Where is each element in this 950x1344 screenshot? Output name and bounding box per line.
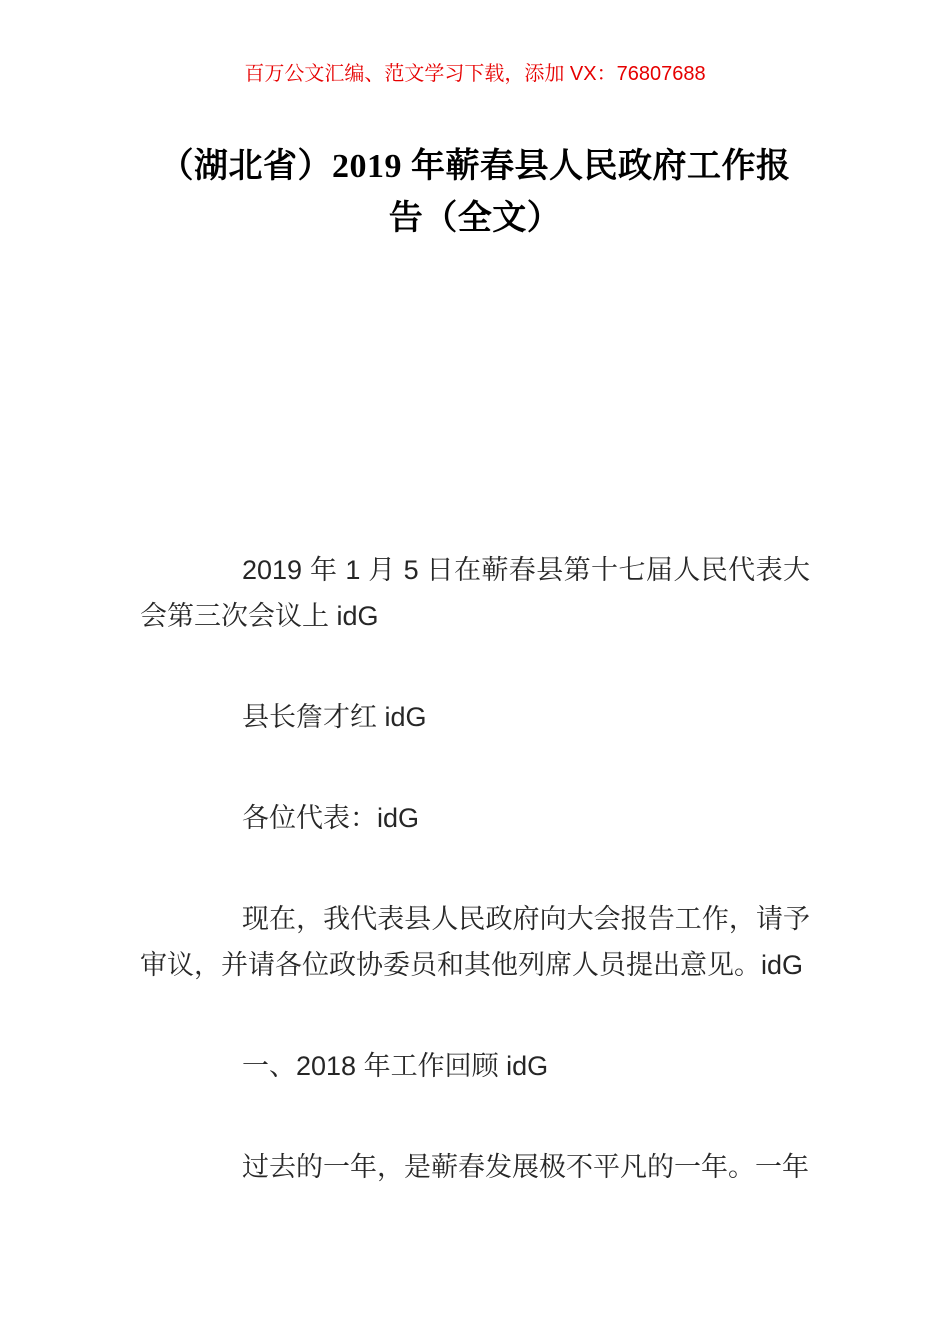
paragraph-speaker: 县长詹才红 idG bbox=[242, 702, 427, 732]
paragraph-review-opening: 过去的一年，是蕲春发展极不平凡的一年。一年 bbox=[242, 1152, 809, 1182]
document-title: （湖北省）2019 年蕲春县人民政府工作报告（全文） bbox=[159, 148, 791, 237]
document-body bbox=[0, 547, 950, 1190]
paragraph-meeting-info: 2019 年 1 月 5 日在蕲春县第十七届人民代表大会第三次会议上 idG bbox=[140, 555, 810, 631]
promo-banner: 百万公文汇编、范文学习下载，添加 VX：76807688 bbox=[244, 63, 706, 85]
paragraph-section-heading: 一、2018 年工作回顾 idG bbox=[242, 1051, 549, 1081]
paragraph-salutation: 各位代表：idG bbox=[242, 803, 420, 833]
paragraph-intro: 现在，我代表县人民政府向大会报告工作，请予审议，并请各位政协委员和其他列席人员提出意见。idG bbox=[140, 904, 810, 980]
